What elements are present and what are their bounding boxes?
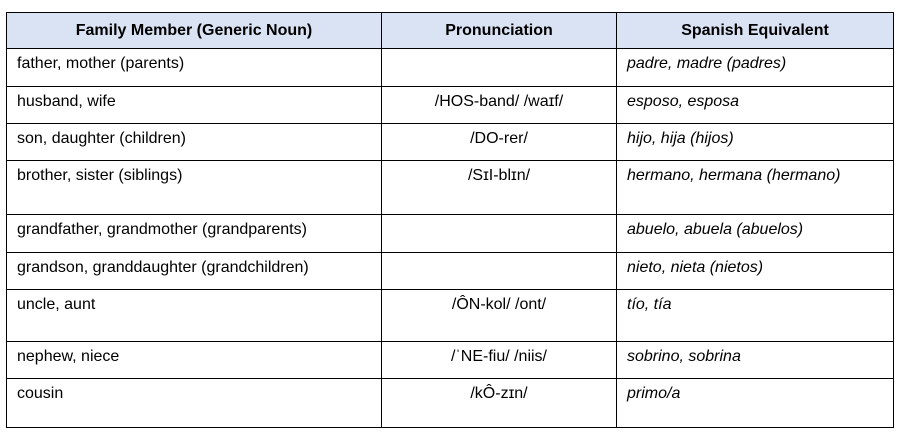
spanish-cell: abuelo, abuela (abuelos)	[617, 215, 894, 253]
family-member-cell: grandson, granddaughter (grandchildren)	[7, 253, 382, 290]
family-member-cell: father, mother (parents)	[7, 49, 382, 87]
pronunciation-cell: /SɪI-blɪn/	[382, 161, 617, 215]
table-row	[7, 161, 894, 215]
table-row	[7, 290, 894, 342]
table-row	[7, 215, 894, 253]
pronunciation-cell	[382, 49, 617, 87]
table-row	[7, 342, 894, 379]
spanish-cell: hermano, hermana (hermano)	[617, 161, 894, 215]
spanish-cell: nieto, nieta (nietos)	[617, 253, 894, 290]
table-row	[7, 49, 894, 87]
family-member-cell: cousin	[7, 379, 382, 428]
header-family-member: Family Member (Generic Noun)	[7, 13, 382, 49]
family-vocabulary-table	[6, 12, 894, 428]
header-spanish-equivalent: Spanish Equivalent	[617, 13, 894, 49]
family-member-cell: nephew, niece	[7, 342, 382, 379]
family-member-cell: son, daughter (children)	[7, 124, 382, 161]
pronunciation-cell: /DO-rer/	[382, 124, 617, 161]
spanish-cell: esposo, esposa	[617, 87, 894, 124]
spanish-cell: hijo, hija (hijos)	[617, 124, 894, 161]
pronunciation-cell: /ÔN-kol/ /ont/	[382, 290, 617, 342]
table-header-row	[7, 13, 894, 49]
spanish-cell: sobrino, sobrina	[617, 342, 894, 379]
header-pronunciation: Pronunciation	[382, 13, 617, 49]
family-member-cell: husband, wife	[7, 87, 382, 124]
family-member-cell: uncle, aunt	[7, 290, 382, 342]
pronunciation-cell: /kÔ-zɪn/	[382, 379, 617, 428]
table-row	[7, 87, 894, 124]
table-row	[7, 253, 894, 290]
pronunciation-cell	[382, 253, 617, 290]
table-row	[7, 124, 894, 161]
table-row	[7, 379, 894, 428]
family-member-cell: grandfather, grandmother (grandparents)	[7, 215, 382, 253]
spanish-cell: primo/a	[617, 379, 894, 428]
spanish-cell: padre, madre (padres)	[617, 49, 894, 87]
pronunciation-cell: /HOS-band/ /waɪf/	[382, 87, 617, 124]
family-member-cell: brother, sister (siblings)	[7, 161, 382, 215]
spanish-cell: tío, tía	[617, 290, 894, 342]
pronunciation-cell	[382, 215, 617, 253]
pronunciation-cell: /ˈNE-fiu/ /niis/	[382, 342, 617, 379]
